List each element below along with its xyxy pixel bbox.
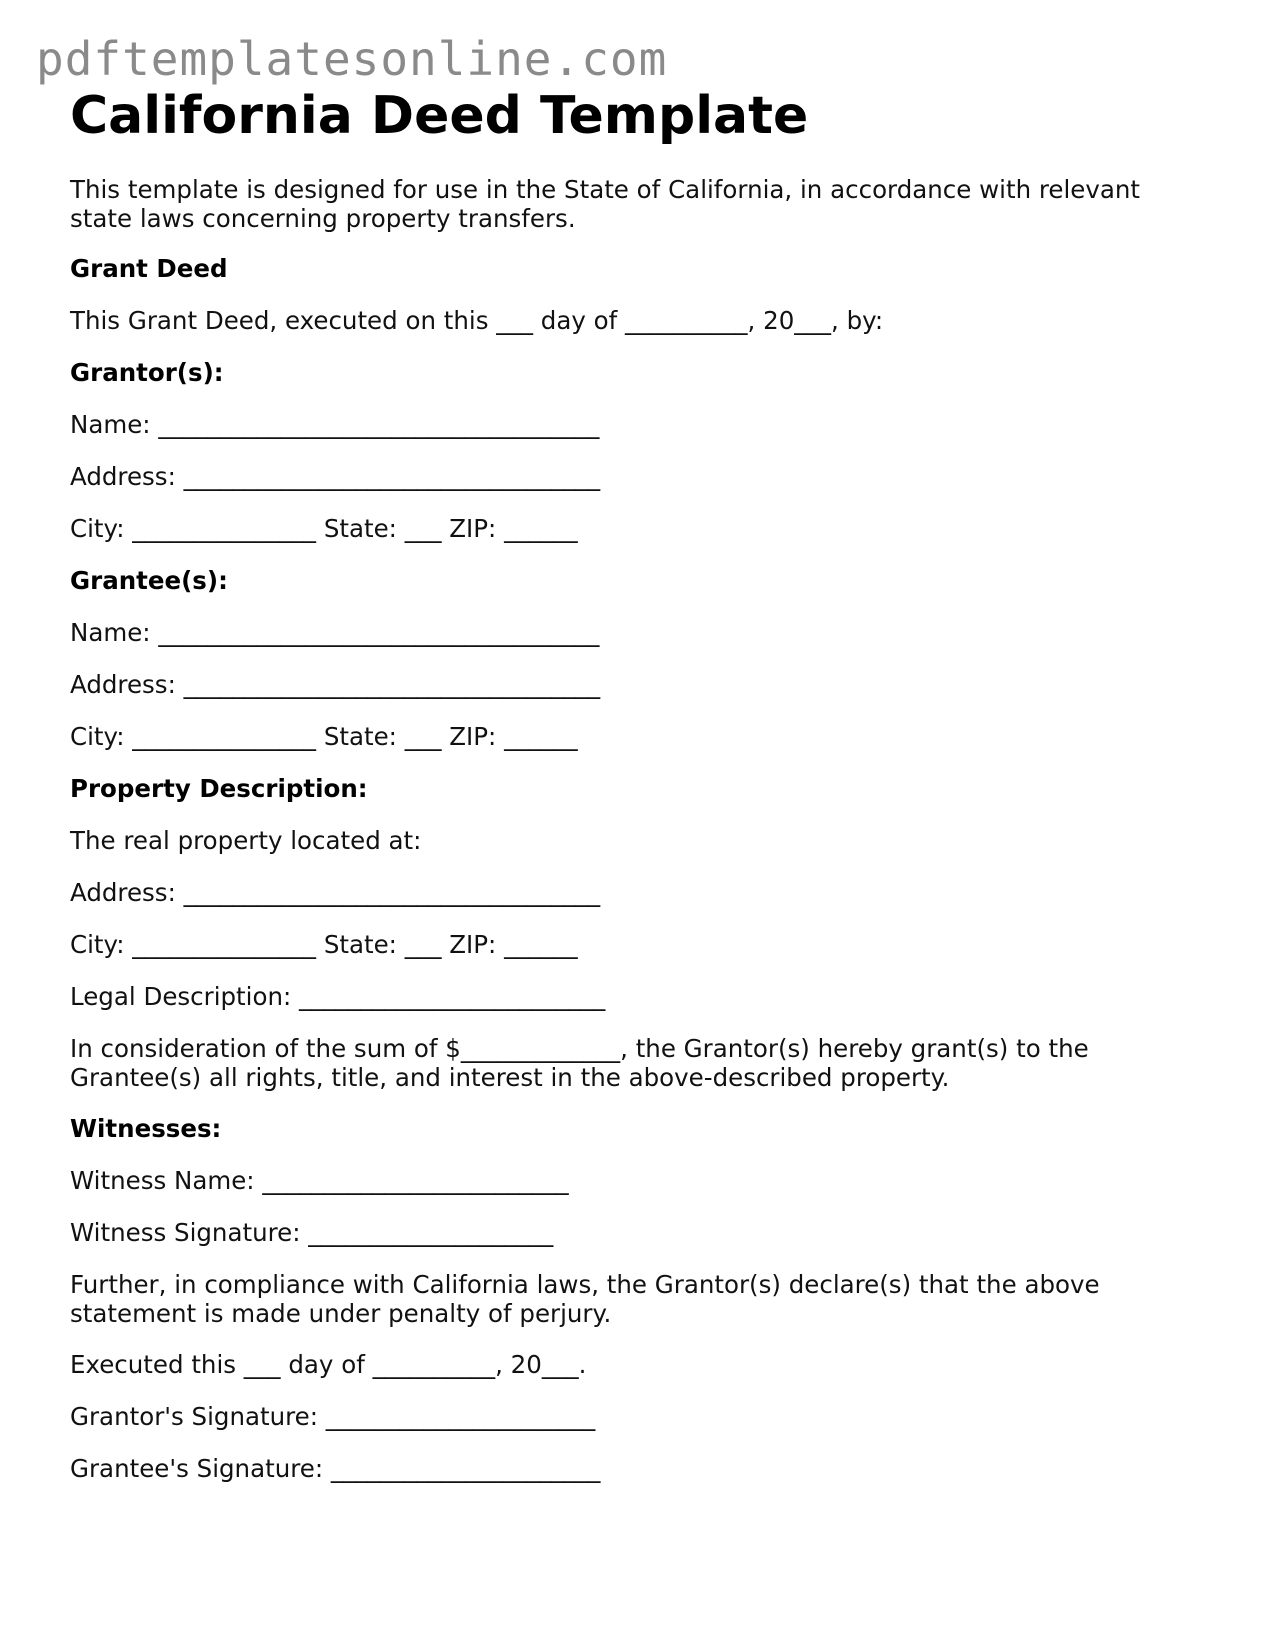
property-description-heading: Property Description: — [70, 774, 368, 803]
witness-signature-field[interactable]: Witness Signature: ____________________ — [70, 1218, 554, 1247]
grantor-name-field[interactable]: Name: ____________________________________ — [70, 410, 600, 439]
legal-description-field[interactable]: Legal Description: _________________________ — [70, 982, 606, 1011]
witnesses-heading: Witnesses: — [70, 1114, 222, 1143]
grantor-heading: Grantor(s): — [70, 358, 224, 387]
watermark: pdftemplatesonline.com — [36, 32, 668, 86]
declaration-paragraph: Further, in compliance with California laws, the Grantor(s) declare(s) that the above statement is made under penalty of perjury. — [70, 1270, 1100, 1328]
intro-paragraph: This template is designed for use in the State of California, in accordance with relevant state laws concerning property transfers. — [70, 175, 1141, 233]
executed-on-line: This Grant Deed, executed on this ___ day of __________, 20___, by: — [70, 306, 884, 335]
executed-date-line[interactable]: Executed this ___ day of __________, 20___. — [70, 1350, 587, 1379]
grantee-name-field[interactable]: Name: ____________________________________ — [70, 618, 600, 647]
grant-deed-heading: Grant Deed — [70, 254, 228, 283]
property-city-state-zip-field[interactable]: City: _______________ State: ___ ZIP: ______ — [70, 930, 578, 959]
grantor-city-state-zip-field[interactable]: City: _______________ State: ___ ZIP: ______ — [70, 514, 578, 543]
grantee-city-state-zip-field[interactable]: City: _______________ State: ___ ZIP: ______ — [70, 722, 578, 751]
grantee-signature-field[interactable]: Grantee's Signature: ______________________ — [70, 1454, 601, 1483]
grantee-heading: Grantee(s): — [70, 566, 228, 595]
page-title: California Deed Template — [70, 86, 809, 146]
grantee-address-field[interactable]: Address: __________________________________ — [70, 670, 601, 699]
property-located-at-text: The real property located at: — [70, 826, 422, 855]
grantor-signature-field[interactable]: Grantor's Signature: ______________________ — [70, 1402, 596, 1431]
witness-name-field[interactable]: Witness Name: _________________________ — [70, 1166, 569, 1195]
property-address-field[interactable]: Address: __________________________________ — [70, 878, 601, 907]
consideration-paragraph: In consideration of the sum of $_____________, the Grantor(s) hereby grant(s) to the Grantee(s) all rights, title, and interest in the above-described property. — [70, 1034, 1089, 1092]
grantor-address-field[interactable]: Address: __________________________________ — [70, 462, 601, 491]
